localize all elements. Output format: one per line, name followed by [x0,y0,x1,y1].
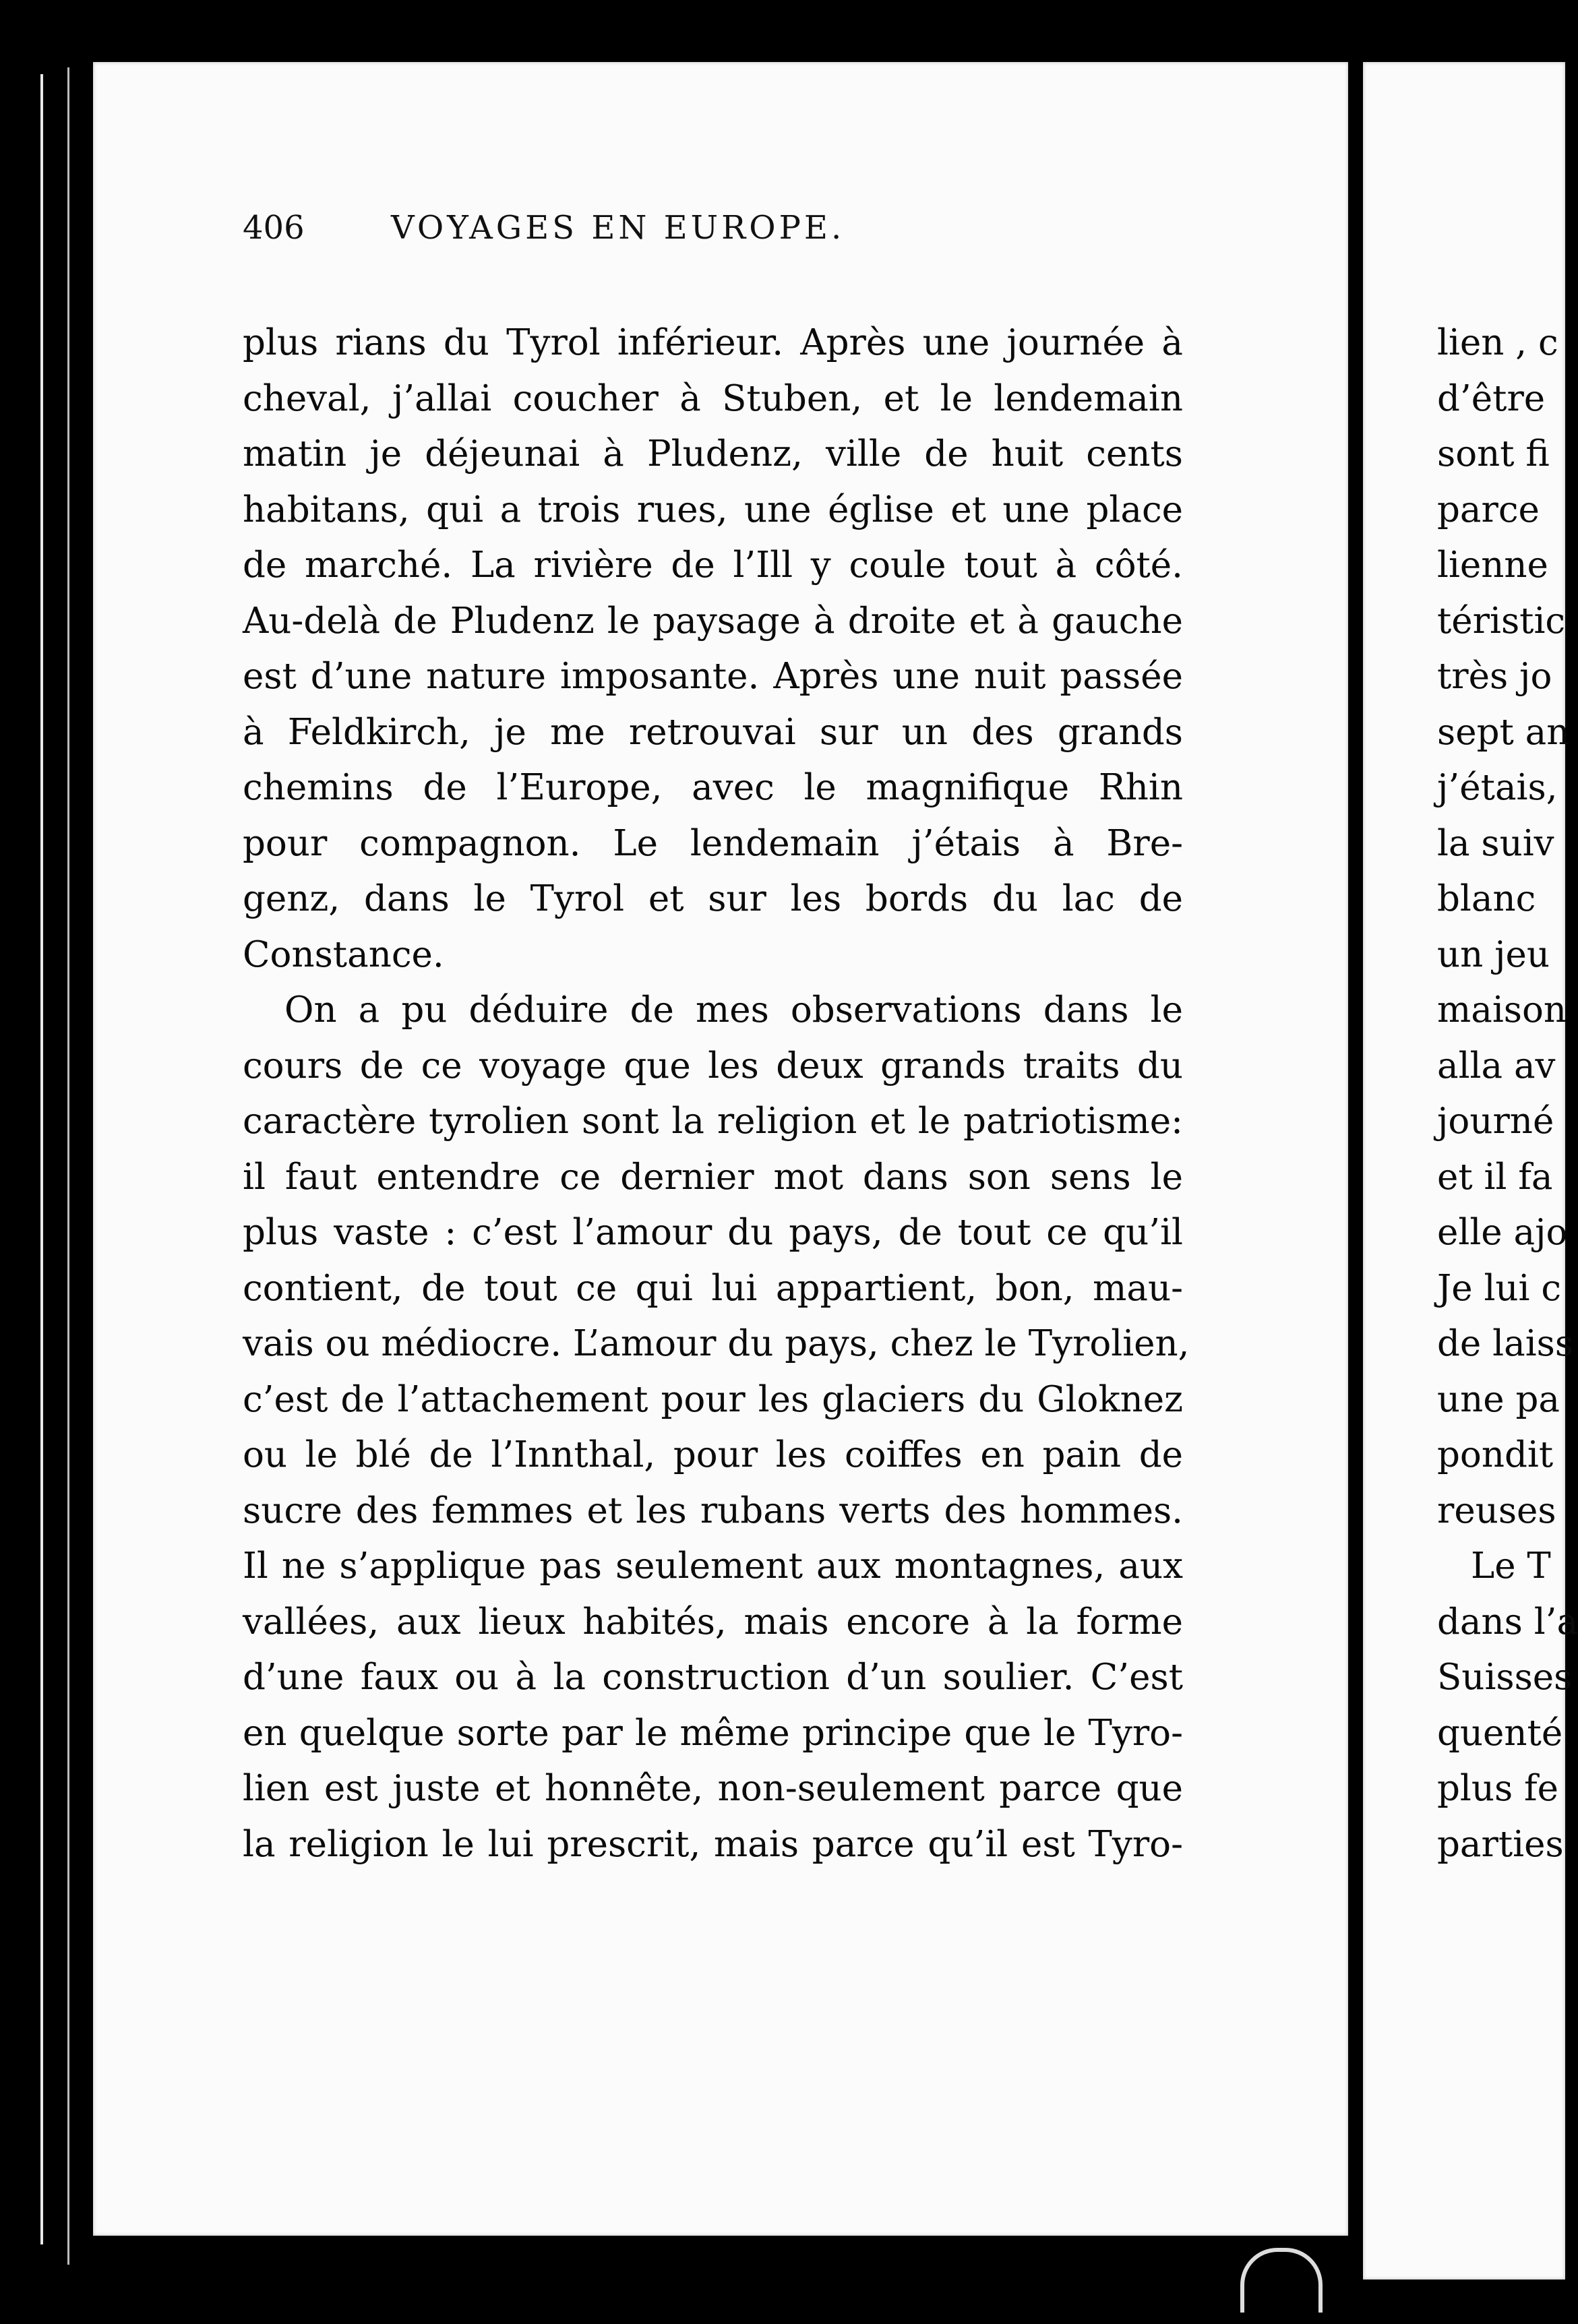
text-line: un jeu [1437,934,1550,975]
text-line: reuses [1437,1490,1556,1531]
text-line: pondit [1437,1434,1554,1475]
text-line: maison [1437,989,1567,1031]
text-line: c’est de l’attachement pour les glaciers du Gloknez [243,1378,1183,1420]
text-line: dans l’a [1437,1601,1578,1643]
page-number: 406 [243,209,305,247]
text-line: vallées, aux lieux habités, mais encore à la forme [243,1601,1183,1643]
text-line: téristic [1437,600,1566,642]
text-line: ou le blé de l’Innthal, pour les coiffes en pain de [243,1434,1183,1475]
text-line: pour compagnon. Le lendemain j’étais à Bre- [243,822,1183,864]
text-line: lienne [1437,545,1548,586]
text-line: plus vaste : c’est l’amour du pays, de tout ce qu’il [243,1212,1183,1253]
right-page-body [1437,315,1578,1872]
text-line: Au-delà de Pludenz le paysage à droite et à gauche [243,600,1183,642]
text-line: en quelque sorte par le même principe que le Tyro- [243,1712,1183,1754]
text-line: la suiv [1437,822,1554,864]
text-line: elle ajo [1437,1212,1568,1253]
text-line: lien est juste et honnête, non-seulement parce que [243,1768,1183,1809]
text-line: à Feldkirch, je me retrouvai sur un des grands [243,711,1183,753]
text-line: sept an [1437,711,1570,753]
text-line: blanc [1437,878,1536,919]
text-line: vais ou médiocre. L’amour du pays, chez le Tyrolien, [243,1323,1190,1364]
page-edge-line [67,67,69,2265]
text-line: très jo [1437,656,1552,697]
text-line: j’étais, [1437,767,1558,808]
text-line: la religion le lui prescrit, mais parce qu’il est Tyro- [243,1823,1183,1865]
text-line: plus fe [1437,1768,1559,1809]
text-line: parce [1437,489,1540,530]
text-line: matin je déjeunai à Pludenz, ville de huit cents [243,433,1183,475]
text-line: et il fa [1437,1156,1553,1198]
text-line: journé [1437,1101,1554,1142]
text-line: est d’une nature imposante. Après une nuit passée [243,656,1183,697]
text-line: parties [1437,1823,1564,1865]
text-line: sont fi [1437,433,1550,475]
text-line: sucre des femmes et les rubans verts des hommes. [243,1490,1183,1531]
text-line: plus rians du Tyrol inférieur. Après une journée à [243,322,1183,363]
text-line: d’être [1437,377,1546,419]
running-head: VOYAGES EN EUROPE. [391,209,845,247]
scan-artifact [1240,2248,1323,2313]
text-line: de marché. La rivière de l’Ill y coule tout à côté. [243,545,1183,586]
text-line: Suisses [1437,1657,1573,1698]
text-line: Il ne s’applique pas seulement aux montagnes, aux [243,1546,1183,1587]
text-line: Je lui c [1437,1267,1562,1309]
text-line: quenté [1437,1712,1563,1754]
text-line: de laiss [1437,1323,1574,1364]
text-line: d’une faux ou à la construction d’un soulier. C’est [243,1657,1183,1698]
paragraph-first-line: On a pu déduire de mes observations dans le [284,989,1183,1031]
text-line: Constance. [243,934,444,975]
text-line: genz, dans le Tyrol et sur les bords du lac de [243,878,1183,919]
page-header [243,209,1166,290]
left-page-body [243,315,1190,1872]
text-line: caractère tyrolien sont la religion et le patriotisme: [243,1101,1183,1142]
text-line: lien , c [1437,322,1558,363]
text-line: cours de ce voyage que les deux grands traits du [243,1045,1183,1087]
text-line: alla av [1437,1045,1556,1087]
page-edge-line [40,74,43,2244]
text-line: chemins de l’Europe, avec le magnifique Rhin [243,767,1183,808]
text-line: cheval, j’allai coucher à Stuben, et le lendemain [243,377,1183,419]
text-line: habitans, qui a trois rues, une église et une place [243,489,1183,530]
paragraph-first-line: Le T [1471,1546,1551,1587]
text-line: il faut entendre ce dernier mot dans son sens le [243,1156,1183,1198]
text-line: contient, de tout ce qui lui appartient, bon, mau- [243,1267,1183,1309]
text-line: une pa [1437,1378,1560,1420]
